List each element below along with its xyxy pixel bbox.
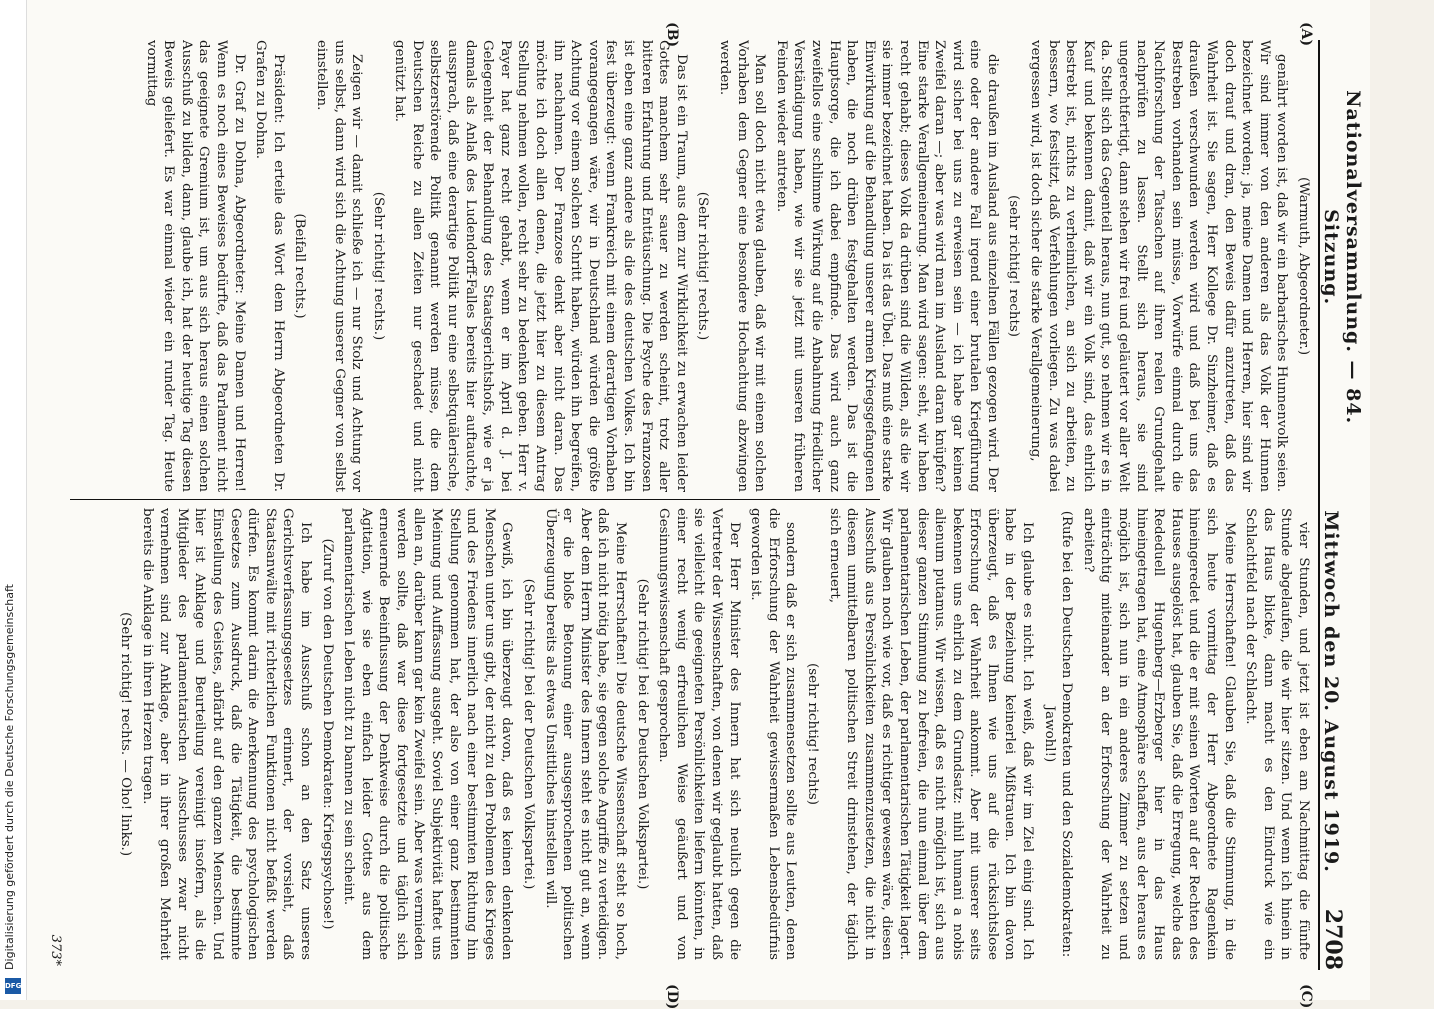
- margin-marker-a: (A): [1298, 22, 1314, 47]
- interjection: (Sehr richtig! rechts. — Oho! links.): [118, 611, 133, 857]
- interjection: (sehr richtig! rechts): [804, 663, 820, 805]
- header-left: Nationalversammlung. — 84. Sitzung.: [1320, 90, 1364, 425]
- scanned-page: [10, 0, 1370, 1009]
- paragraph: sondern daß er sich zusammensetzen sollte aus Leuten, denen die Erforschung der Wahrheit gewissermaßen Lebensbedürfnis geworden ist.: [748, 508, 799, 960]
- interjection: (Zuruf von den Deutschen Demokraten: Kriegspsychose!): [319, 538, 335, 930]
- interjection: (Sehr richtig! bei der Deutschen Volkspartei.): [521, 578, 537, 890]
- paragraph: Präsident: Ich erteile das Wort dem Herrn Abgeordneten Dr. Grafen zu Dohna.: [253, 40, 286, 492]
- paragraph: Man soll doch nicht etwa glauben, daß wir mit einem solchen Vorhaben dem Gegner eine besondere Hochachtung abzwingen werden.: [717, 40, 768, 492]
- paragraph: genährt worden ist, daß wir ein barbarisches Hunnenvolk seien. Wir sind immer von den anderen als das Volk der Hunnen bezeichnet worden; ja, meine Damen und Herren, hier sind wir doch drauf und dran, den Beweis dafür anzutreten, daß das Wahrheit ist. Sie sagen, Herr Kollege Dr. Sinzheimer, daß es draußen verschwunden werden wird und daß bei uns das Bestreben vorhanden sein müsse, Vorwürfe einmal durch die Nachforschung der Tatsachen auf ihren realen Grundgehalt nachprüfen zu lassen. Stellt sich heraus, sie sind ungerechtfertigt, dann stehen wir frei und geläutert vor aller Welt da. Stellt sich das Gegenteil heraus, nun gut, so nehmen wir es in Kauf und bekennen damit, daß wir ein Volk sind, das ehrlich bestrebt ist, nichts zu verheimlichen, an sich zu arbeiten, zu bessern, wo festsitzt, daß Verfehlungen vorliegen. Zu was dabei vergessen wird, ist doch sicher die starke Verallgemeinerung,: [1028, 40, 1290, 492]
- interjection: (Rufe bei den Deutschen Demokraten und den Sozialdemokraten: Jawohl!): [1041, 510, 1075, 958]
- column-divider: [70, 499, 880, 500]
- interjection: (Sehr richtig! bei der Deutschen Volkspartei.): [634, 578, 650, 890]
- margin-marker-c: (C): [1298, 984, 1314, 1009]
- paragraph: Das ist ein Traum, aus dem zur Wirklichkeit zu erwachen leider Gottes manchem sehr sauer zu werden scheint, trotz aller bitteren Erfahrung und Enttäuschung. Die Psyche des Franzosen ist eben eine ganz andere als die des deutschen Volkes. Ich bin fest überzeugt: wenn Frankreich mit einem derartigen Vorhaben vorangegangen wäre, wir in Deutschland würden die größte Achtung vor einem solchen Schritt haben, würden ihn begreifen, ihn nachahmen. Der Franzose denkt aber nicht daran. Das möchte ich doch allen denen, die jetzt hier zu diesem Antrag Stellung nehmen wollen, recht sehr zu bedenken geben. Herr v. Payer hat ganz recht gehabt, wenn er im April d. J. bei Gelegenheit der Behandlung des Staatsgerichtshofs, wie er ja damals als Anlaß des Ludendorff-Falles bereits hier auftauchte, aussprach, daß eine derartige Politik nur eine selbstquälerische, selbstzerstörende Politik genannt werden müsse, die dem Deutschen Reiche zu allen Zeiten nur geschadet und nicht genützt hat.: [392, 40, 689, 492]
- interjection: (Beifall rechts.): [292, 213, 308, 319]
- paragraph: die draußen im Ausland aus einzelnen Fällen gezogen wird. Der eine oder der andere Fall irgend einer brutalen Kriegführung wird sicher bei uns zu erweisen sein — ich habe gar keinen Zweifel daran —; aber was wird man im Ausland daran knüpfen? Eine starke Verallgemeinerung. Man wird sagen: seht, wir haben recht gehabt; dieses Volk da drüben sind die Wilden, als die wir sie immer bezeichnet haben. Da ist das Übel. Das muß eine starke Einwirkung auf die Behandlung unserer armen Kriegsgefangenen haben, die noch drüben festgehalten werden. Das ist die Hauptsorge, die ich dabei empfinde. Das wird auch ganz zweifellos eine schlimme Wirkung auf die Anbahnung friedlicher Verständigung haben, wie wir sie jetzt mit unseren früheren Feinden wieder antreten.: [773, 40, 1000, 492]
- dfg-logo: DFG: [5, 978, 21, 994]
- paragraph: Der Herr Minister des Innern hat sich neulich gegen die Vertreter der Wissenschaften, von denen wir geglaubt hatten, daß sie vielleicht die geeigneten Persönlichkeiten liefern könnten, in einer recht wenig erfreulichen Weise geäußert und von Gesinnungswissenschaft gesprochen.: [656, 508, 742, 960]
- paragraph: vier Stunden, und jetzt ist eben am Nachmittag die fünfte Stunde abgelaufen, die wir hier sitzen. Und wenn ich hinein in das Haus blicke, dann macht es den Eindruck wie ein Schlachtfeld nach der Schlacht.: [1243, 508, 1311, 960]
- right-column: [70, 508, 1312, 960]
- speaker-tag: (Warmuth, Abgeordneter.): [1296, 176, 1311, 356]
- paragraph: Meine Herrschaften! Die deutsche Wissenschaft steht so hoch, daß ich nicht nötig habe, sie gegen solche Angriffe zu verteidigen. Aber dem Herrn Minister des Innern steht es nicht gut an, wenn er die bloße Betonung einer ausgesprochenen politischen Überzeugung bereits als etwas Unsittliches hinstellen will.: [542, 508, 629, 960]
- paragraph: Ich habe im Ausschuß schon an den Satz unseres Gerichtsverfassungsgesetzes erinnert, der vorsieht, daß Staatsanwälte mit richterlichen Funktionen nicht befaßt werden dürfen. Es kommt darin die Anerkennung des psychologischen Gesetzes zum Ausdruck, daß die Tätigkeit, die bestimmte Einstellung des Geistes, abfärbt auf den ganzen Menschen. Und hier ist Anklage und Beurteilung vereinigt insofern, als die Mitglieder des parlamentarischen Ausschusses zwar nicht vernehmen sind zur Anklage, aber in ihrer großen Mehrheit bereits die Anklage in ihren Herzen tragen.: [139, 508, 313, 960]
- left-column: [70, 40, 1312, 492]
- page-number: 2708: [1320, 908, 1346, 971]
- paragraph: Ich glaube es nicht. Ich weiß, daß wir im Ziel einig sind. Ich habe in der Beziehung keinerlei Mißtrauen. Ich bin davon überzeugt, daß es Ihnen wie uns auf die rücksichtslose Erforschung der Wahrheit ankommt. Aber mit unserer seits bekennen uns ehrlich zu dem Grundsatz: nihil humani a nobis alienum putamus. Wir wissen, daß es nicht möglich ist, sich aus dieser ganzen Stimmung zu befreien, die nun einmal über dem parlamentarischen Leben, der parlamentarischen Tätigkeit lagert. Wir glauben noch wie vor, daß es richtiger gewesen wäre, diesen Ausschuß aus Persönlichkeiten zusammenzusetzen, die nicht in diesem unmittelbaren politischen Streit drinstehen, der täglich sich erneuert,: [826, 508, 1036, 960]
- page-header: [1318, 40, 1364, 971]
- funding-notice: Digitalisierung gefördert durch die Deutsche Forschungsgemeinschaft: [3, 584, 16, 970]
- interjection: (sehr richtig! rechts): [1006, 195, 1022, 337]
- paragraph: Dr. Graf zu Dohna, Abgeordneter: Meine Damen und Herren! Wenn es noch eines Beweises bedürfte, daß das Parlament nicht das geeignete Gremium ist, um aus sich heraus einen solchen Ausschuß zu bilden, dann, glaube ich, hat der heutige Tag diesen Beweis geliefert. Es war einmal wieder ein runder Tag. Heute vormittag: [143, 40, 247, 492]
- paragraph: Gewiß, ich bin überzeugt davon, daß es keinen denkenden Menschen unter uns gibt, der nicht zu den Problemen des Krieges und des Friedens innerlich nach einer bestimmten Richtung hin Stellung genommen hat, der also von einer ganz bestimmten Meinung und Auffassung ausgeht. Soviel Subjektivität haftet uns allen an, darüber kann gar kein Zweifel sein. Aber was vermieden werden sollte, daß war diese fortgesetzte und täglich sich erneuernde Beeinflussung der Denkweise durch die politische Agitation, wie sie eben einfach leider Gottes aus dem parlamentarischen Leben nicht zu bannen zu sein scheint.: [341, 508, 515, 960]
- margin-marker-d: (D): [664, 984, 680, 1009]
- digitization-sidebar: [0, 0, 27, 1000]
- interjection: (Sehr richtig! rechts.): [370, 191, 386, 341]
- header-right: Mittwoch den 20. August 1919.: [1320, 510, 1342, 873]
- margin-marker-b: (B): [664, 22, 680, 48]
- paragraph: Meine Herrschaften! Glauben Sie, daß die Stimmung, in die sich heute vormittag der Herr Abgeordnete Ragenkein hineingeredet und die er mit seinen Worten auf der Rechten des Hauses ausgelöst hat, glauben Sie, daß die Erregung, welche das Rededuell Hugenberg—Erzberger hier in das Haus hineingetragen hat, eine Atmosphäre schaffen, aus der heraus es möglich ist, sich nun in ein anderes Zimmer zu setzen und einträchtig miteinander an der Erforschung der Wahrheit zu arbeiten?: [1080, 508, 1237, 960]
- sheet-signature: 373*: [48, 934, 63, 966]
- interjection: (Sehr richtig! rechts.): [695, 191, 711, 341]
- paragraph: Zeigen wir — damit schließe ich — nur Stolz und Achtung vor uns selbst, dann wird sich die Achtung unserer Gegner von selbst einstellen.: [313, 40, 365, 492]
